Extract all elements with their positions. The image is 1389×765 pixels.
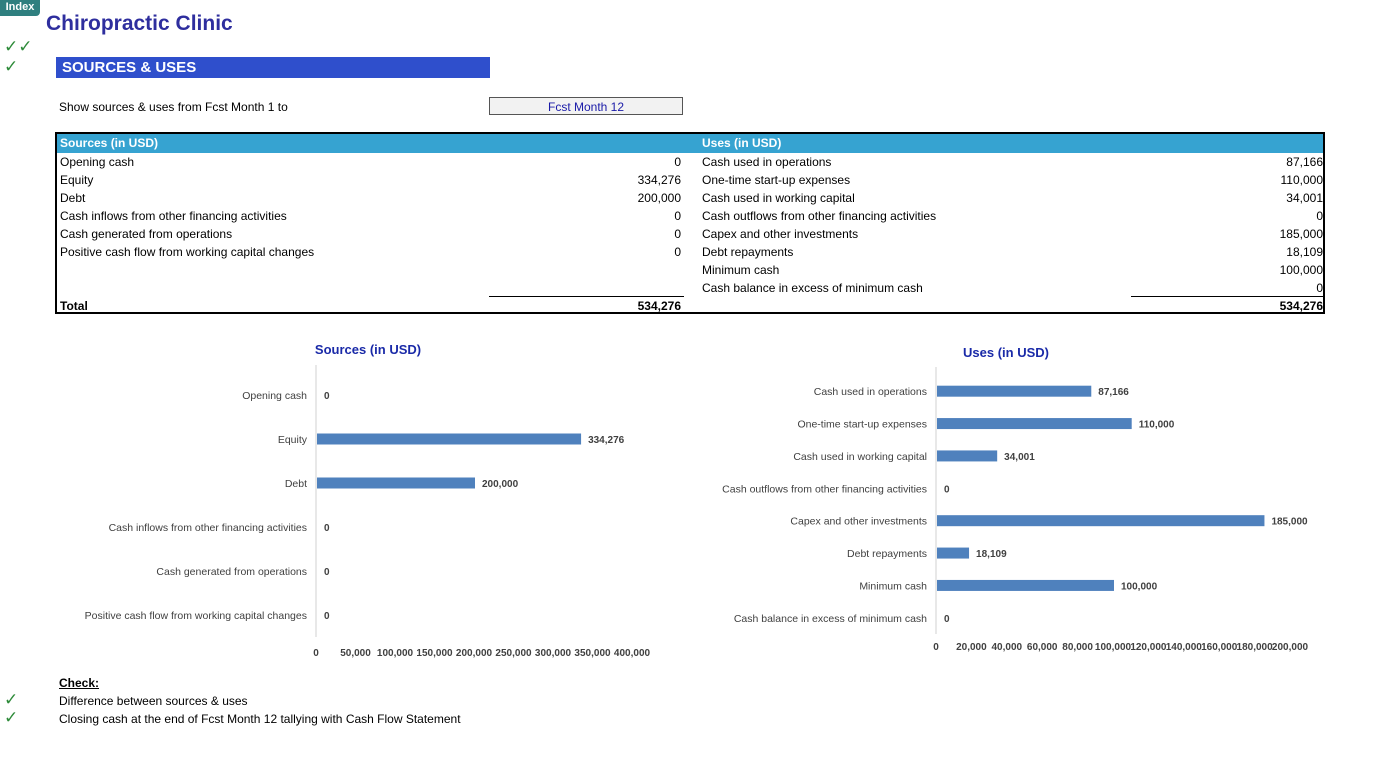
source-row-label: Cash inflows from other financing activities bbox=[60, 209, 287, 223]
data-label: 100,000 bbox=[1121, 581, 1158, 593]
section-title: SOURCES & USES bbox=[56, 57, 490, 78]
use-row-value: 34,001 bbox=[1286, 191, 1323, 205]
data-label: 0 bbox=[324, 611, 330, 622]
use-row-label: One-time start-up expenses bbox=[702, 173, 851, 187]
category-label: Capex and other investments bbox=[790, 515, 927, 528]
data-bar bbox=[937, 580, 1114, 591]
category-label: Cash used in operations bbox=[813, 386, 927, 399]
source-row-value: 0 bbox=[674, 155, 681, 169]
tick-label: 100,000 bbox=[1094, 642, 1132, 653]
use-row-value: 87,166 bbox=[1286, 155, 1323, 169]
tick-label: 200,000 bbox=[455, 648, 493, 659]
use-row-label: Cash used in operations bbox=[702, 155, 832, 169]
sources-bar-chart bbox=[0, 360, 700, 665]
data-bar bbox=[937, 515, 1264, 526]
category-label: Opening cash bbox=[242, 390, 307, 402]
tick-label: 250,000 bbox=[495, 648, 532, 659]
tick-label: 350,000 bbox=[574, 648, 611, 659]
data-bar bbox=[937, 548, 969, 559]
category-label: Equity bbox=[277, 434, 307, 446]
check-item: Difference between sources & uses bbox=[59, 694, 248, 708]
source-row-value: 0 bbox=[674, 227, 681, 241]
check-icon: ✓ bbox=[4, 57, 19, 76]
tick-label: 140,000 bbox=[1165, 642, 1202, 653]
data-label: 0 bbox=[324, 391, 330, 402]
source-row-label: Positive cash flow from working capital changes bbox=[60, 245, 315, 259]
tick-label: 80,000 bbox=[1062, 642, 1093, 653]
category-label: Debt repayments bbox=[847, 548, 927, 561]
category-label: Cash generated from operations bbox=[156, 566, 307, 578]
data-bar bbox=[937, 386, 1091, 397]
use-row-value: 185,000 bbox=[1279, 227, 1323, 241]
source-row-value: 0 bbox=[674, 245, 681, 259]
use-row-label: Cash used in working capital bbox=[702, 191, 855, 205]
category-label: Cash used in working capital bbox=[793, 450, 927, 463]
tick-label: 40,000 bbox=[991, 642, 1023, 653]
data-label: 334,276 bbox=[588, 435, 625, 446]
check-icon: ✓ bbox=[4, 708, 19, 727]
period-select[interactable]: Fcst Month 12 bbox=[489, 97, 683, 115]
data-label: 0 bbox=[944, 484, 950, 496]
use-row-label: Cash outflows from other financing activities bbox=[702, 209, 937, 223]
double-check-icon: ✓✓ bbox=[4, 37, 33, 56]
total-label: Total bbox=[60, 299, 88, 313]
use-row-label: Cash balance in excess of minimum cash bbox=[702, 281, 923, 295]
table-header bbox=[57, 134, 1323, 153]
use-row-value: 100,000 bbox=[1279, 263, 1323, 277]
source-row-label: Debt bbox=[60, 191, 86, 205]
tick-label: 160,000 bbox=[1201, 642, 1238, 653]
category-label: Debt bbox=[284, 478, 307, 490]
category-label: Cash inflows from other financing activities bbox=[108, 522, 307, 534]
use-row-label: Debt repayments bbox=[702, 245, 794, 259]
category-label: Cash balance in excess of minimum cash bbox=[733, 612, 927, 625]
category-label: One-time start-up expenses bbox=[797, 418, 927, 431]
data-bar bbox=[937, 450, 997, 461]
tick-label: 120,000 bbox=[1130, 642, 1167, 653]
check-title: Check: bbox=[59, 676, 100, 690]
tick-label: 60,000 bbox=[1026, 642, 1058, 653]
sources-total: 534,276 bbox=[637, 299, 681, 313]
category-label: Cash outflows from other financing activities bbox=[722, 483, 927, 496]
data-label: 0 bbox=[324, 523, 330, 534]
data-label: 200,000 bbox=[482, 479, 519, 490]
tick-label: 0 bbox=[313, 648, 319, 659]
tick-label: 150,000 bbox=[416, 648, 453, 659]
data-label: 18,109 bbox=[976, 549, 1007, 561]
tick-label: 400,000 bbox=[613, 648, 651, 659]
sources-uses-table bbox=[55, 132, 1325, 314]
category-label: Positive cash flow from working capital changes bbox=[84, 610, 307, 622]
data-label: 0 bbox=[944, 613, 950, 625]
use-row-value: 18,109 bbox=[1286, 245, 1323, 259]
data-label: 0 bbox=[324, 567, 330, 578]
use-row-label: Capex and other investments bbox=[702, 227, 859, 241]
data-label: 110,000 bbox=[1138, 419, 1175, 431]
sources-header: Sources (in USD) bbox=[60, 136, 159, 150]
source-row-label: Opening cash bbox=[60, 155, 135, 169]
data-label: 34,001 bbox=[1004, 451, 1035, 463]
source-row-label: Equity bbox=[60, 173, 94, 187]
uses-total: 534,276 bbox=[1279, 299, 1323, 313]
source-row-value: 334,276 bbox=[637, 173, 681, 187]
check-item: Closing cash at the end of Fcst Month 12 tallying with Cash Flow Statement bbox=[59, 712, 461, 726]
index-tab[interactable]: Index bbox=[0, 0, 40, 16]
source-row-value: 200,000 bbox=[637, 191, 681, 205]
page-title: Chiropractic Clinic bbox=[46, 12, 233, 35]
data-label: 87,166 bbox=[1098, 387, 1129, 399]
check-icon: ✓ bbox=[4, 690, 19, 709]
use-row-value: 0 bbox=[1316, 209, 1323, 223]
data-label: 185,000 bbox=[1271, 516, 1308, 528]
source-row-label: Cash generated from operations bbox=[60, 227, 233, 241]
data-bar bbox=[937, 418, 1132, 429]
tick-label: 0 bbox=[933, 642, 939, 653]
uses-chart-title: Uses (in USD) bbox=[963, 345, 1049, 360]
use-row-value: 0 bbox=[1316, 281, 1323, 295]
uses-bar-chart bbox=[690, 360, 1389, 665]
category-label: Minimum cash bbox=[859, 580, 927, 593]
uses-header: Uses (in USD) bbox=[702, 136, 782, 150]
tick-label: 200,000 bbox=[1271, 642, 1309, 653]
tick-label: 180,000 bbox=[1236, 642, 1273, 653]
tick-label: 20,000 bbox=[956, 642, 987, 653]
tick-label: 50,000 bbox=[340, 648, 371, 659]
data-bar bbox=[317, 434, 581, 445]
use-row-value: 110,000 bbox=[1280, 173, 1323, 187]
period-label: Show sources & uses from Fcst Month 1 to bbox=[59, 100, 288, 114]
source-row-value: 0 bbox=[674, 209, 681, 223]
sources-chart-title: Sources (in USD) bbox=[314, 342, 422, 357]
use-row-label: Minimum cash bbox=[702, 263, 780, 277]
data-bar bbox=[317, 478, 475, 489]
tick-label: 300,000 bbox=[534, 648, 572, 659]
tick-label: 100,000 bbox=[376, 648, 414, 659]
